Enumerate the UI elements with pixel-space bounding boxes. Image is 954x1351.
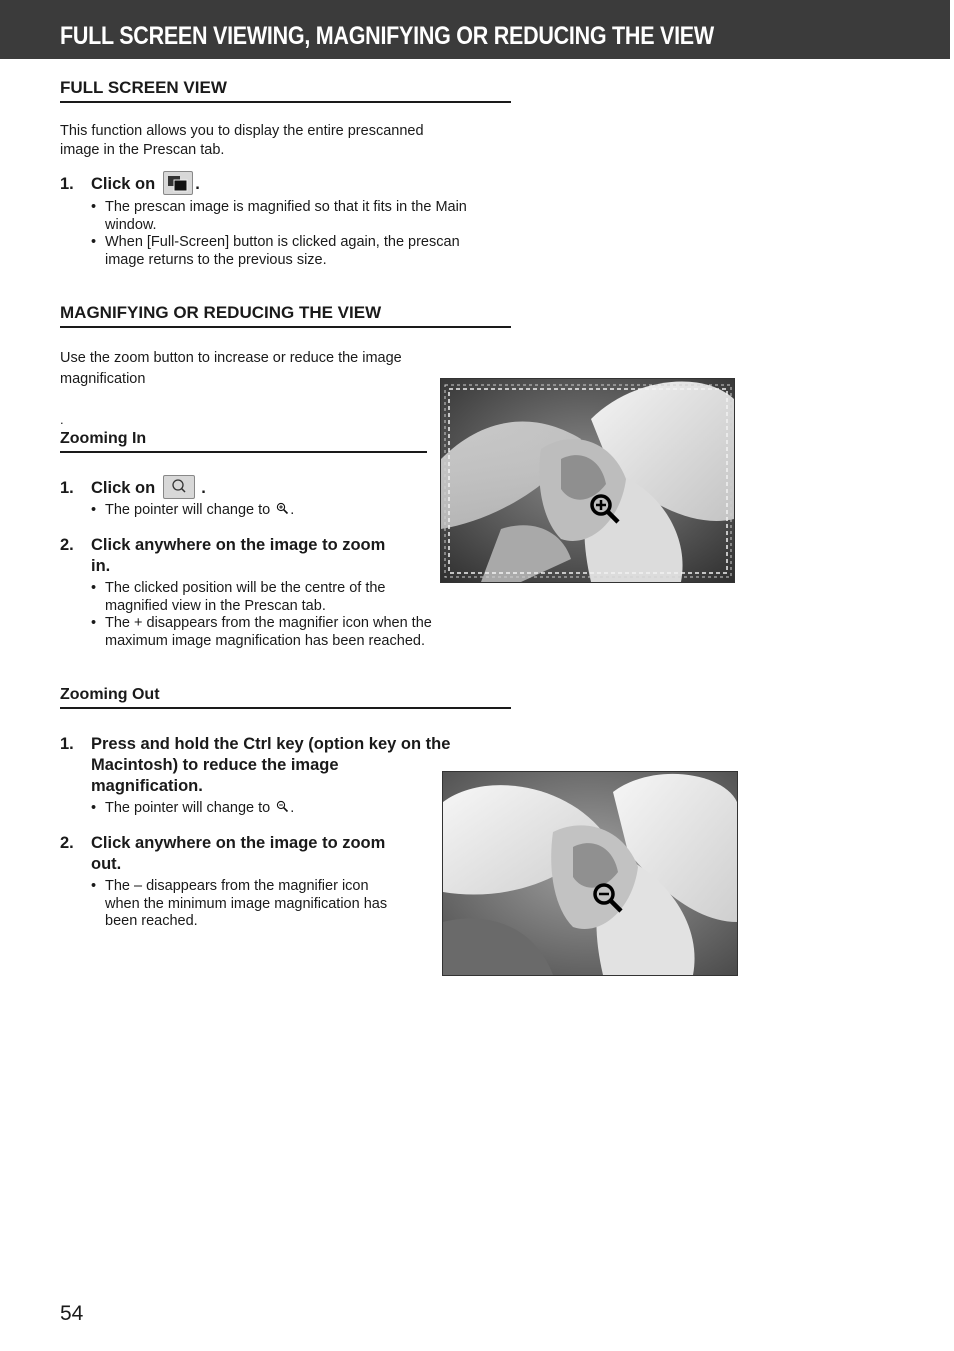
subheading-zooming-in: Zooming In: [60, 430, 427, 453]
bullet-line: The + disappears from the magnifier icon when the: [105, 615, 432, 631]
orchid-image-zoom-out: [442, 771, 738, 976]
intro-line: Use the zoom button to increase or reduce the image: [60, 350, 402, 366]
page-number: 54: [60, 1302, 84, 1325]
step-number: 1.: [60, 735, 74, 753]
step-line: in.: [91, 557, 111, 575]
full-screen-intro: [60, 122, 480, 160]
list-item: [91, 580, 432, 615]
intro-line: magnification: [60, 371, 146, 387]
step-line: Press and hold the Ctrl key (option key on the: [91, 735, 451, 753]
zoom-button-icon: [163, 475, 195, 499]
bullet-dot: •: [91, 580, 97, 596]
step-number: 1.: [60, 479, 74, 497]
bullet-dot: •: [91, 502, 97, 518]
step-line: Macintosh) to reduce the image: [91, 756, 339, 774]
page-header-banner: [0, 0, 950, 59]
bullet-line: When [Full-Screen] button is clicked again, the prescan: [105, 234, 460, 250]
bullet-dot: •: [91, 800, 97, 816]
step-text-wrap: [91, 833, 385, 875]
full-screen-icon: [164, 172, 192, 194]
bullet-line: image returns to the previous size.: [105, 251, 327, 268]
full-screen-bullets: [91, 199, 467, 269]
section-heading-magnify: MAGNIFYING OR REDUCING THE VIEW: [60, 303, 511, 328]
list-item: [91, 199, 467, 234]
bullet-line: The – disappears from the magnifier icon: [105, 878, 369, 894]
bullet-line: The prescan image is magnified so that it fits in the Main: [105, 199, 467, 215]
step-line: Click anywhere on the image to zoom: [91, 536, 386, 554]
bullet-suffix: .: [290, 502, 295, 518]
list-item: [91, 502, 294, 520]
bullet-dot: •: [91, 615, 97, 631]
bullet-suffix: .: [290, 800, 295, 816]
zoom-in-step-2-bullets: [91, 580, 432, 650]
step-number: 2.: [60, 536, 74, 554]
step-line: out.: [91, 855, 122, 873]
zoom-in-pointer-icon: [276, 502, 290, 515]
step-number: 2.: [60, 834, 74, 852]
list-item: [91, 800, 294, 818]
bullet-line: magnified view in the Prescan tab.: [105, 597, 326, 614]
bullet-dot: •: [91, 234, 97, 250]
bullet-line: window.: [105, 216, 157, 233]
intro-line: This function allows you to display the entire prescanned: [60, 123, 424, 139]
orchid-image-zoom-in: [440, 378, 735, 583]
step-line: magnification.: [91, 777, 203, 795]
step-text-wrap: [91, 174, 200, 195]
zoom-out-pointer-icon: [276, 800, 290, 813]
full-screen-button-icon: [163, 171, 193, 195]
bullet-line: been reached.: [105, 913, 198, 929]
bullet-text: The pointer will change to: [105, 502, 271, 518]
orchid-photo: [441, 379, 734, 582]
bullet-text: The pointer will change to: [105, 800, 271, 816]
intro-line: image in the Prescan tab.: [60, 142, 225, 158]
subheading-zooming-out: Zooming Out: [60, 686, 511, 709]
step-text-wrap: [91, 478, 206, 499]
orchid-photo: [443, 772, 737, 975]
zoom-out-step-2-bullets: [91, 878, 387, 931]
list-item: [91, 615, 432, 650]
list-item: [91, 878, 387, 931]
step-line: Click anywhere on the image to zoom: [91, 834, 386, 852]
section-heading-full-screen: FULL SCREEN VIEW: [60, 78, 511, 103]
step-suffix: .: [201, 479, 206, 497]
step-text-wrap: [91, 734, 450, 797]
list-item: [91, 234, 467, 269]
step-text-wrap: [91, 535, 385, 577]
magnifier-icon: [164, 476, 194, 498]
bullet-line: maximum image magnification has been reached.: [105, 632, 425, 649]
magnify-intro: [60, 348, 480, 390]
page-title: FULL SCREEN VIEWING, MAGNIFYING OR REDUCING THE VIEW: [60, 22, 714, 50]
zoom-out-step-1-bullets: [91, 800, 294, 818]
step-text: Click on: [91, 175, 156, 193]
zoom-in-step-1-bullets: [91, 502, 294, 520]
step-text: Click on: [91, 479, 156, 497]
stray-period: .: [60, 412, 64, 427]
bullet-line: The clicked position will be the centre of the: [105, 580, 386, 596]
step-suffix: .: [195, 175, 200, 193]
step-number: 1.: [60, 175, 74, 193]
bullet-line: when the minimum image magnification has: [105, 895, 388, 912]
bullet-dot: •: [91, 199, 97, 215]
bullet-dot: •: [91, 878, 97, 894]
